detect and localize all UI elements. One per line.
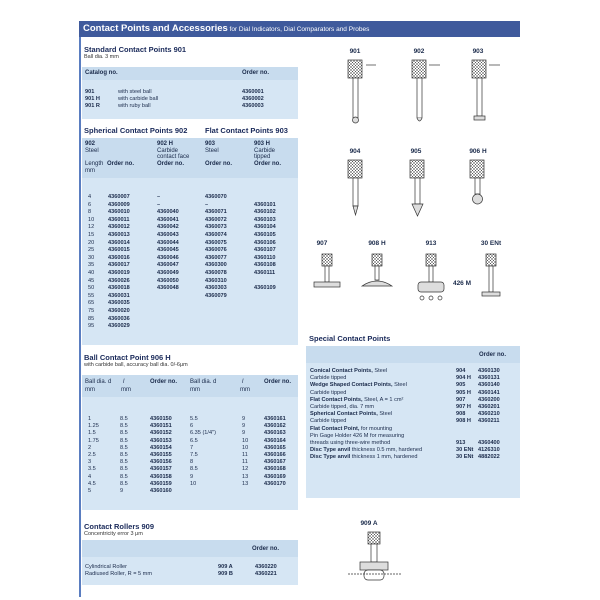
spherical-flat-header: 902 Steel Length mm Order no. 902 H Carbide contact face Order no. 903 Steel Order no. 903 H Carbide tipped Order no. [82,138,298,178]
col-order-no: Order no. [242,70,270,76]
label-908H: 908 H [368,240,386,247]
label-905: 905 [410,148,422,155]
special-row: Flat Contact Points, Steel, A = 1 cm² 907 4360200 [310,396,500,403]
table-row: 901 H with carbide ball 4360002 [85,96,264,102]
drawing-906H [470,160,484,204]
drawing-903 [472,60,500,120]
length-column: 4 6 8 10 12 15 20 25 30 35 40 45 50 55 65 75 85 95 [88,194,95,330]
table-row: 901 with steel ball 4360001 [85,89,264,95]
drawing-904 [348,160,362,215]
table-row: 901 R with ruby ball 4360003 [85,103,264,109]
title-bar [79,21,520,37]
col-catalog-no: Catalog no. [85,70,118,76]
special-table [306,346,520,498]
label-903: 903 [472,48,484,55]
standard-901-table [82,67,298,119]
rollers-909-header: Order no. [82,540,298,557]
ball-906-subtitle: with carbide ball, accuracy ball dia. 0/-6μm [84,362,188,368]
order-column-2: 4360161 4360162 4360163 4360164 4360165 4360166 4360167 4360168 4360169 4360170 [264,416,286,487]
ball-906-header: Ball dia. d mm l mm Order no. Ball dia. d mm l mm Order no. [82,375,298,397]
drawing-907 [314,254,340,287]
drawing-909A [340,530,410,590]
order-902-column: 4360007 4360009 4360010 4360011 4360012 4360013 4360014 4360015 4360016 4360017 4360019 4360026 4360018 4360031 4360035 4360020 4360036 4360029 [108,194,130,330]
ball-dia-column-1: 1 1.25 1.5 1.75 2 2.5 3 3.5 4 4.5 5 [88,416,99,495]
ball-906-title: Ball Contact Point 906 H [84,353,171,362]
spherical-902-title: Spherical Contact Points 902 [84,126,188,135]
contact-point-drawings [300,40,520,340]
label-907: 907 [316,240,328,247]
special-row: Conical Contact Points, Steel 904 4360130 [310,368,500,374]
order-column-1: 4360150 4360151 4360152 4360153 4360154 4360155 4360156 4360157 4360158 4360159 4360160 [150,416,172,495]
special-row: Flat Contact Point, for mounting [310,425,393,432]
special-row: Carbide tipped 908 H 4360211 [310,418,500,425]
rollers-909-table [82,540,298,585]
flat-903-title: Flat Contact Points 903 [205,126,288,135]
drawing-913 [418,254,444,300]
label-30ENt: 30 ENt [480,240,502,247]
l-column-1: 8.5 8.5 8.5 8.5 8.5 8.5 8.5 8.5 8.5 8.5 9 [120,416,128,495]
label-904: 904 [349,148,361,155]
rollers-909-title: Contact Rollers 909 [84,522,155,531]
special-row: Pin Gage Holder 426 M for measuring [310,432,405,439]
page-subtitle: for Dial Indicators, Dial Comparators and Probes [229,26,370,33]
left-accent-stripe [79,37,81,597]
drawing-30ENt [482,254,500,296]
page-title: Contact Points and Accessories [83,23,228,34]
label-913: 913 [425,240,437,247]
label-901: 901 [349,48,361,55]
standard-901-section [84,45,299,60]
ball-906-table [82,375,298,510]
ball-dia-column-2: 5.5 6 6.35 (1/4") 6.5 7 7.5 8 8.5 9 10 [190,416,216,487]
drawing-908H [362,254,392,286]
rollers-909-section [84,522,299,537]
l-column-2: 9 9 9 10 10 11 11 12 13 13 [242,416,249,487]
special-title: Special Contact Points [309,334,391,343]
special-row: Wedge Shaped Contact Points, Steel 905 4360140 [310,382,500,389]
standard-901-header [82,67,298,80]
table-row: Radiused Roller, R = 5 mm 909 B 4360221 [85,571,277,577]
special-header: Order no. [306,346,520,363]
order-903-column: 4360070 – 4360071 4360072 4360073 4360074 4360075 4360076 4360077 4360300 4360078 4360310 4360303 4360079 [205,194,227,299]
spherical-flat-table [82,138,298,345]
special-row: threads using three-wire method 913 4360400 [310,440,500,446]
table-row: Cylindrical Roller 909 A 4360220 [85,564,277,570]
rollers-909-subtitle: Concentricity error 3 μm [84,531,143,537]
label-426M: 426 M [452,280,472,287]
order-902H-column: – – 4360040 4360041 4360042 4360043 4360044 4360045 4360046 4360047 4360049 4360050 4360048 [157,194,179,292]
special-row: Carbide tipped 904 H 4360131 [310,375,500,382]
label-906H: 906 H [469,148,487,155]
standard-901-title: Standard Contact Points 901 [84,45,187,54]
label-902: 902 [413,48,425,55]
special-row: Carbide tipped, dia. 7 mm 907 H 4360201 [310,404,500,410]
order-903H-column: 4360101 4360102 4360103 4360104 4360105 4360106 4360107 4360110 4360108 4360111 4360109 [254,201,276,292]
special-row: Spherical Contact Points, Steel 908 4360210 [310,411,500,418]
special-row: Carbide tipped 905 H 4360141 [310,389,500,396]
standard-901-subtitle: Ball dia. 3 mm [84,54,119,60]
special-row: Disc Type anvil thickness 0.5 mm, hardened 30 ENt 4126310 [310,447,500,454]
label-909A: 909 A [360,520,378,527]
drawing-905 [410,160,424,216]
ball-906-section [84,353,299,368]
special-row: Disc Type anvil thickness 1 mm, hardened 30 ENt 4882022 [310,454,500,461]
drawing-901 [348,60,376,123]
drawing-902 [412,60,440,121]
